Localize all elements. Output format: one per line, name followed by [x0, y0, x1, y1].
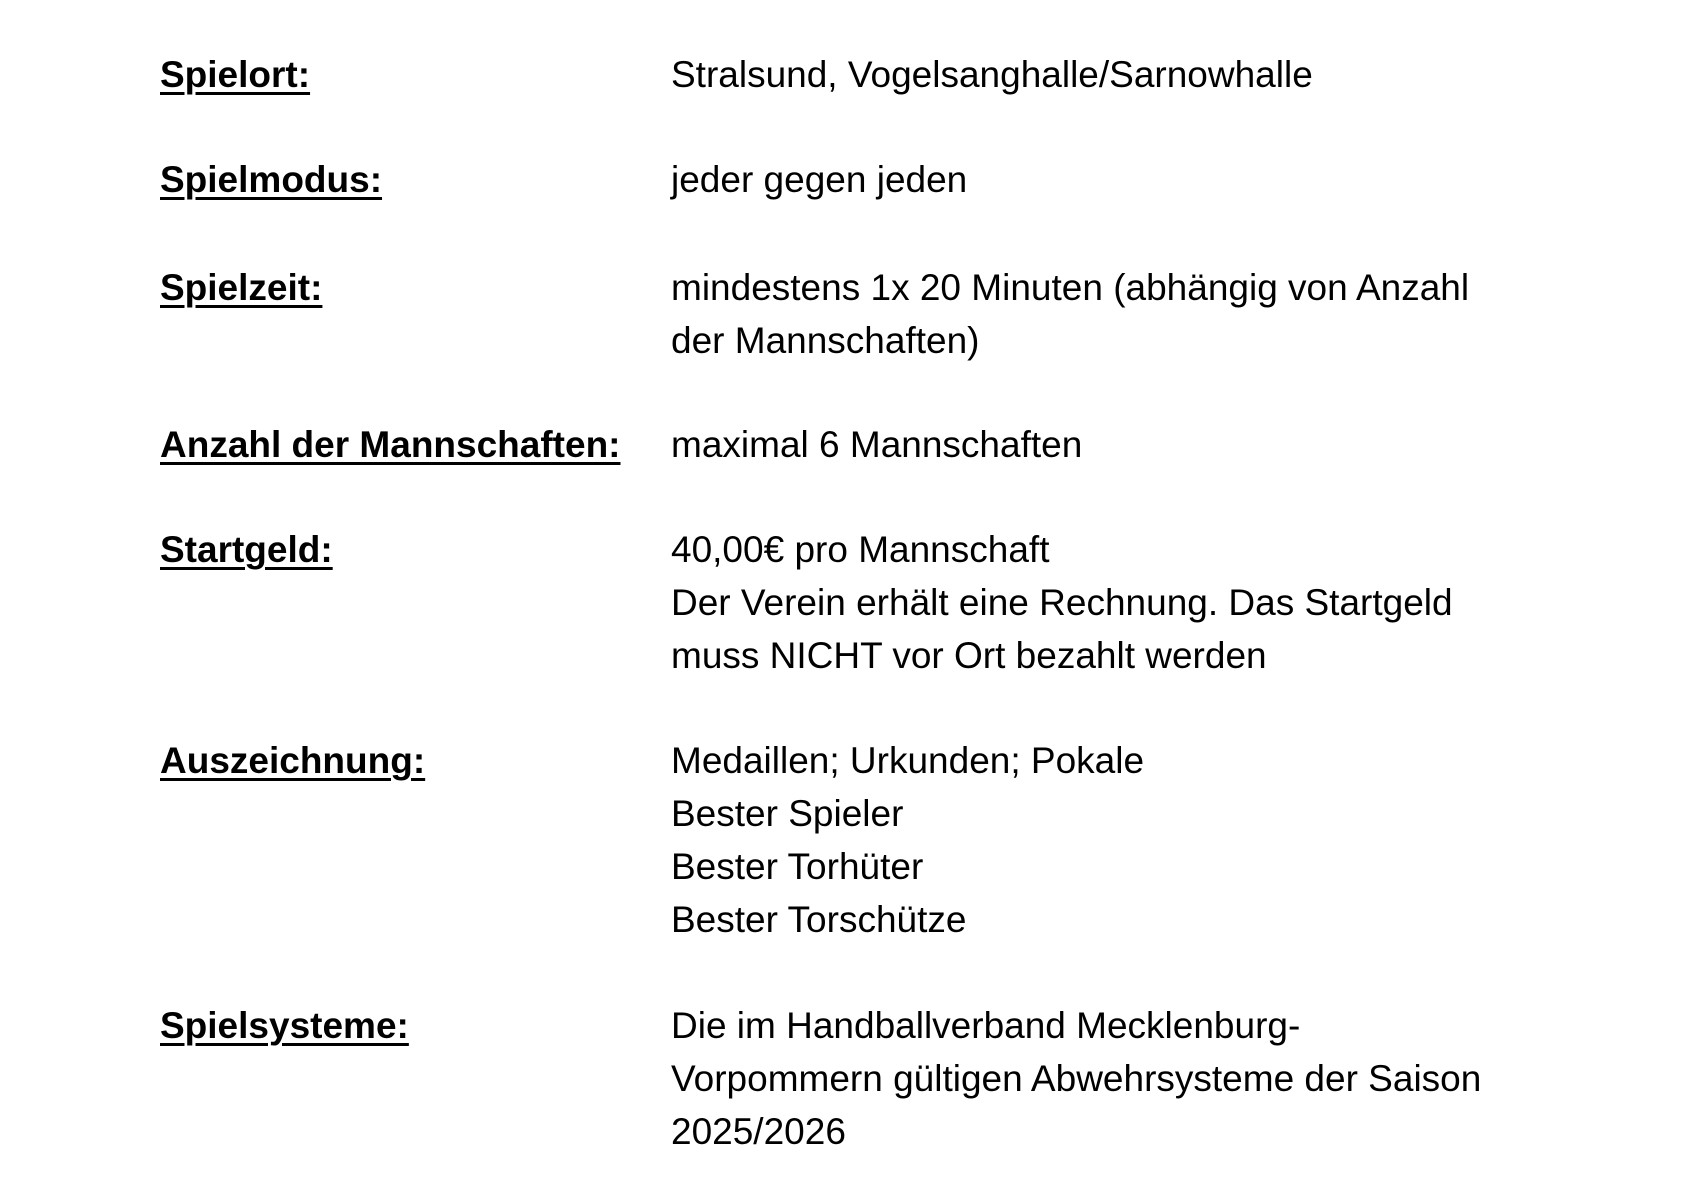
value-line: Medaillen; Urkunden; Pokale — [671, 740, 1145, 781]
value-spielmodus — [671, 153, 1571, 206]
value-line: Der Verein erhält eine Rechnung. Das Startgeld — [671, 582, 1453, 623]
label-spielzeit: Spielzeit: — [160, 267, 323, 308]
value-line: mindestens 1x 20 Minuten (abhängig von Anzahl — [671, 267, 1470, 308]
label-spielsysteme: Spielsysteme: — [160, 1005, 409, 1046]
value-line: Bester Spieler — [671, 793, 904, 834]
value-auszeichnung — [671, 734, 1571, 946]
value-line: Bester Torschütze — [671, 899, 967, 940]
value-line: Stralsund, Vogelsanghalle/Sarnowhalle — [671, 54, 1313, 95]
value-line: maximal 6 Mannschaften — [671, 424, 1083, 465]
value-spielzeit — [671, 261, 1571, 367]
label-auszeichnung: Auszeichnung: — [160, 740, 426, 781]
label-spielort: Spielort: — [160, 54, 311, 95]
value-line: Vorpommern gültigen Abwehrsysteme der Saison — [671, 1058, 1482, 1099]
value-startgeld — [671, 523, 1571, 682]
label-anzahl-mannschaften: Anzahl der Mannschaften: — [160, 424, 621, 465]
label-startgeld: Startgeld: — [160, 529, 333, 570]
value-line: 2025/2026 — [671, 1111, 846, 1152]
value-line: 40,00€ pro Mannschaft — [671, 529, 1050, 570]
value-spielort — [671, 48, 1571, 101]
value-line: Bester Torhüter — [671, 846, 924, 887]
value-anzahl-mannschaften — [671, 418, 1571, 471]
value-spielsysteme — [671, 999, 1571, 1158]
value-line: der Mannschaften) — [671, 320, 980, 361]
value-line: muss NICHT vor Ort bezahlt werden — [671, 635, 1267, 676]
label-spielmodus: Spielmodus: — [160, 159, 383, 200]
value-line: jeder gegen jeden — [671, 159, 968, 200]
value-line: Die im Handballverband Mecklenburg- — [671, 1005, 1301, 1046]
